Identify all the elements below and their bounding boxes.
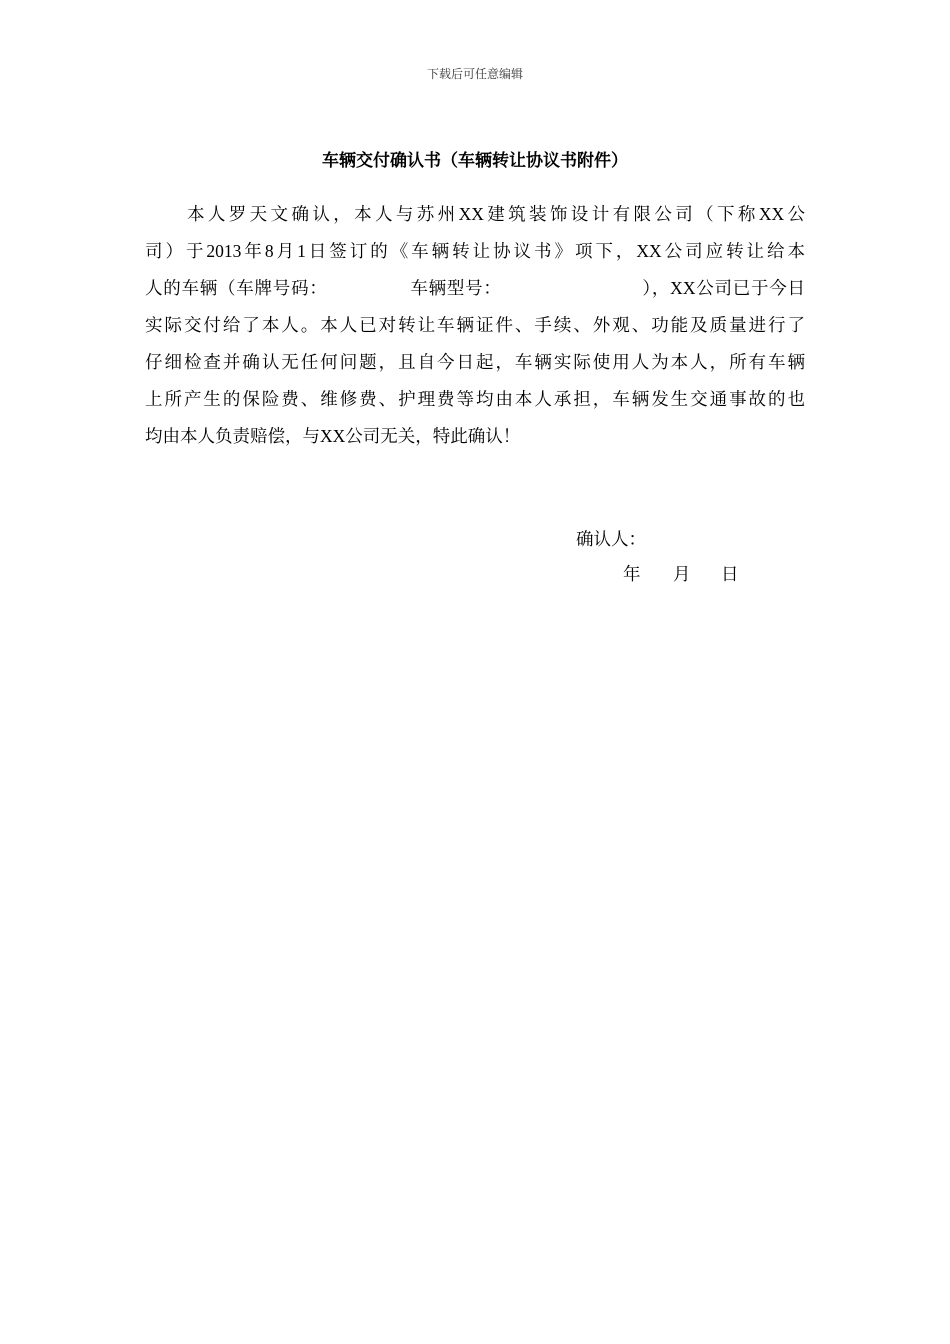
month-label: 月 (673, 564, 691, 584)
vehicle-model-label: 车辆型号： (409, 278, 502, 298)
plate-number-label: 人的车辆（车牌号码： (145, 278, 328, 298)
paragraph-fragment: ），XX公司已于今日 (641, 278, 806, 298)
paragraph-line: 仔细检查并确认无任何问题，且自今日起，车辆实际使用人为本人，所有车辆 (145, 352, 805, 372)
paragraph-line: 实际交付给了本人。本人已对转让车辆证件、手续、外观、功能及质量进行了 (145, 315, 805, 335)
signature-date (623, 560, 739, 588)
paragraph-line-vehicle (145, 270, 805, 307)
signatory-label: 确认人： (576, 529, 646, 549)
paragraph-line: 本人罗天文确认，本人与苏州XX建筑装饰设计有限公司（下称XX公 (187, 204, 805, 224)
confirmation-paragraph (145, 196, 805, 455)
paragraph-line: 司）于2013年8月1日签订的《车辆转让协议书》项下，XX公司应转让给本 (145, 241, 805, 261)
paragraph-line: 上所产生的保险费、维修费、护理费等均由本人承担，车辆发生交通事故的也 (145, 389, 805, 409)
year-label: 年 (623, 564, 641, 584)
paragraph-line: 均由本人负责赔偿，与XX公司无关，特此确认！ (145, 426, 521, 446)
day-label: 日 (721, 564, 739, 584)
header-note: 下载后可任意编辑 (426, 67, 523, 81)
document-title: 车辆交付确认书（车辆转让协议书附件） (322, 151, 628, 171)
